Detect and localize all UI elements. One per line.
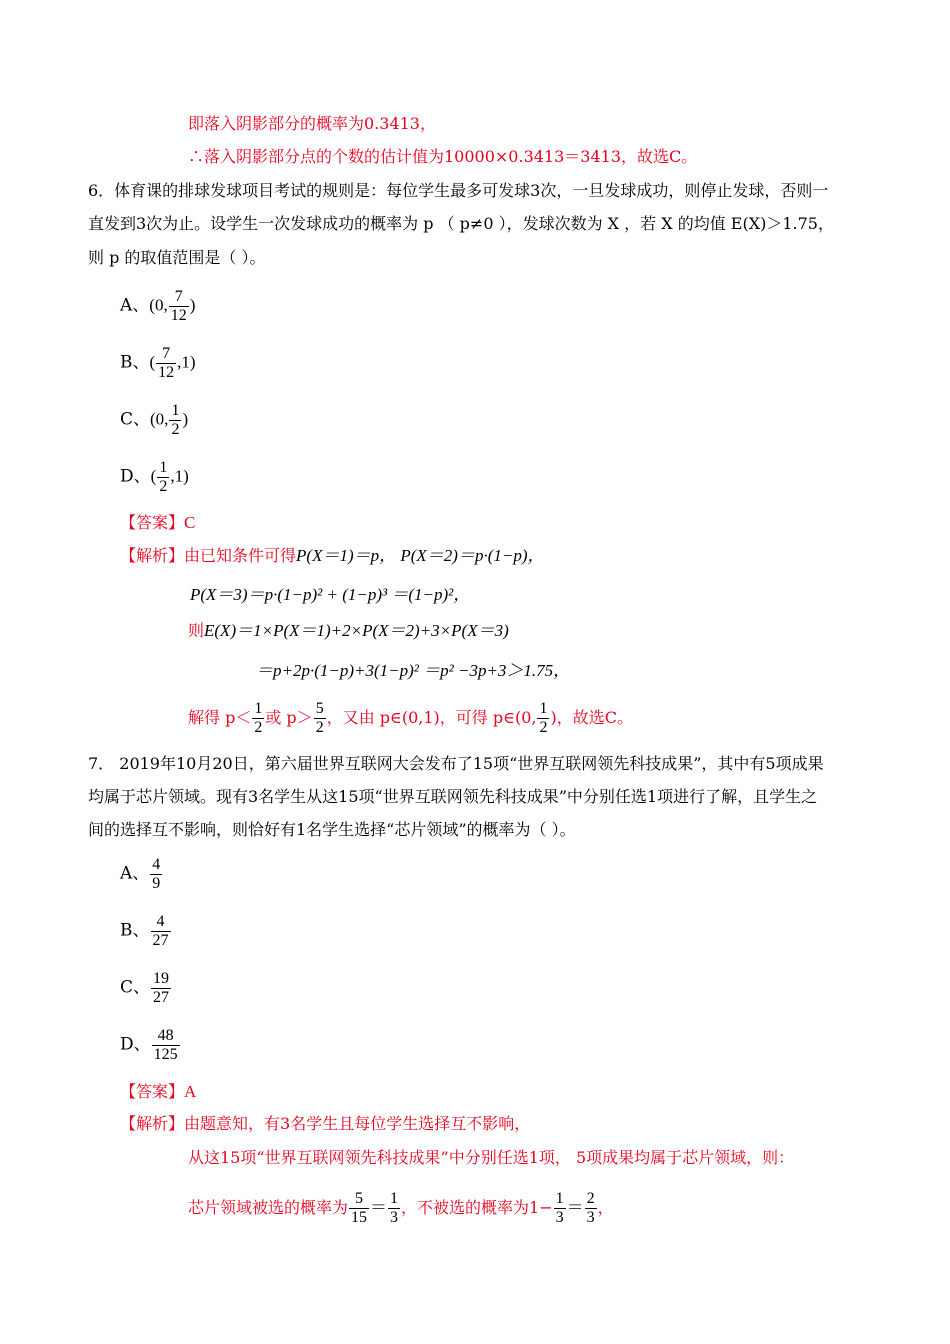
analysis-text: 由题意知，有3名学生且每位学生选择互不影响，	[184, 1114, 531, 1133]
equals-sign: ＝	[566, 1198, 584, 1217]
option-label: C、	[120, 409, 151, 430]
analysis-math: E(X)＝1×P(X＝1)+2×P(X＝2)+3×P(X＝3)	[204, 621, 509, 640]
q7-option-a	[120, 856, 163, 893]
fraction-numerator: 5	[315, 700, 324, 717]
analysis-text: 或 p＞	[265, 708, 313, 727]
fraction-denominator: 15	[351, 1209, 368, 1226]
fraction-denominator: 2	[171, 421, 180, 438]
q6-stem-line-2: 直发到3次为止。设学生一次发球成功的概率为 p （ p≠0 ），发球次数为 X ，若 X 的均值 E(X)＞1.75，	[88, 214, 834, 233]
fraction-numerator: 7	[162, 345, 171, 362]
q6-analysis-line-1	[120, 545, 545, 567]
q7-analysis-line-1	[120, 1113, 530, 1135]
fraction	[537, 700, 549, 737]
q7-analysis-line-2: 从这15项“世界互联网领先科技成果”中分别任选1项， 5项成果均属于芯片领域，则：	[188, 1148, 795, 1167]
answer-value: A	[184, 1082, 197, 1101]
fraction-numerator: 1	[254, 700, 263, 717]
fraction-denominator: 2	[159, 478, 168, 495]
option-fraction	[157, 459, 169, 496]
option-fraction	[151, 913, 171, 950]
option-label: A、	[120, 295, 150, 316]
fraction-numerator: 1	[555, 1190, 564, 1207]
option-fraction	[152, 1027, 180, 1064]
q6-analysis-line-3	[188, 620, 509, 642]
fraction	[349, 1190, 369, 1227]
q7-stem-line-2: 均属于芯片领域。现有3名学生从这15项“世界互联网领先科技成果”中分别任选1项进行了解，且学生之	[88, 787, 818, 806]
q6-option-d	[120, 459, 189, 496]
answer-tag: 【答案】	[120, 1082, 185, 1101]
analysis-text: ，	[597, 1198, 614, 1217]
fraction	[252, 700, 264, 737]
fraction-denominator: 27	[152, 932, 169, 949]
q6-option-a	[120, 288, 195, 325]
q7-option-b	[120, 913, 172, 950]
q7-analysis-line-3	[188, 1190, 614, 1227]
q6-analysis-line-4: ＝p+2p·(1−p)+3(1−p)² ＝p² −3p+3＞1.75，	[256, 661, 571, 680]
q7-stem-line-3: 间的选择互不影响，则恰好有1名学生选择“芯片领域”的概率为（ ）。	[88, 820, 576, 839]
analysis-text: 则	[188, 621, 205, 640]
option-fraction	[150, 856, 162, 893]
fraction	[585, 1190, 597, 1227]
fraction-denominator: 27	[153, 989, 170, 1006]
q6-option-c	[120, 402, 188, 439]
fraction-denominator: 3	[390, 1209, 399, 1226]
option-prefix: (	[149, 352, 156, 372]
fraction-numerator: 4	[156, 913, 165, 930]
analysis-text: 由已知条件可得	[184, 546, 297, 565]
fraction-numerator: 48	[157, 1027, 174, 1044]
option-prefix: (0,	[149, 295, 168, 315]
answer-tag: 【答案】	[120, 513, 185, 532]
option-fraction	[169, 288, 189, 325]
option-prefix: (	[150, 466, 157, 486]
analysis-text: 解得 p＜	[188, 708, 252, 727]
q7-option-c	[120, 970, 172, 1007]
fraction-denominator: 3	[555, 1209, 564, 1226]
option-label: A、	[120, 863, 150, 884]
analysis-tag: 【解析】	[120, 546, 185, 565]
analysis-text: ，又由 p∈(0,1)，可得 p∈(0,	[326, 708, 537, 727]
fraction-numerator: 1	[539, 700, 548, 717]
analysis-text: 芯片领域被选的概率为	[188, 1198, 349, 1217]
analysis-math: P(X＝1)＝p， P(X＝2)＝p·(1−p)，	[296, 546, 545, 565]
fraction-numerator: 1	[159, 459, 168, 476]
fraction-denominator: 2	[254, 719, 263, 736]
fraction-denominator: 12	[158, 364, 175, 381]
option-suffix: ,1)	[170, 466, 189, 486]
q7-stem-line-1: 7． 2019年10月20日，第六届世界互联网大会发布了15项“世界互联网领先科技成果”，其中有5项成果	[88, 754, 824, 773]
fraction-numerator: 19	[153, 970, 170, 987]
fraction-denominator: 2	[315, 719, 324, 736]
q6-stem-line-3: 则 p 的取值范围是（ ）。	[88, 248, 266, 267]
prev-solution-line-2: ∴落入阴影部分点的个数的估计值为10000×0.3413＝3413，故选C。	[188, 147, 698, 166]
fraction	[388, 1190, 400, 1227]
fraction-numerator: 4	[152, 856, 161, 873]
option-label: D、	[120, 1034, 151, 1055]
option-fraction	[151, 970, 171, 1007]
q7-option-d	[120, 1027, 181, 1064]
q6-stem-line-1: 6．体育课的排球发球项目考试的规则是：每位学生最多可发球3次，一旦发球成功，则停止发球，否则一	[88, 181, 829, 200]
q7-answer	[120, 1081, 196, 1103]
prev-solution-line-1: 即落入阴影部分的概率为0.3413，	[188, 114, 436, 133]
answer-value: C	[184, 513, 196, 532]
option-label: B、	[120, 920, 150, 941]
q6-analysis-line-2: P(X＝3)＝p·(1−p)² + (1−p)³ ＝(1−p)²，	[190, 585, 471, 604]
equals-sign: ＝	[370, 1198, 388, 1217]
analysis-text: )，故选C。	[550, 708, 633, 727]
option-prefix: (0,	[150, 409, 169, 429]
analysis-text: ，不被选的概率为1−	[401, 1198, 553, 1217]
fraction-numerator: 1	[171, 402, 180, 419]
fraction-denominator: 12	[170, 307, 187, 324]
option-suffix: ,1)	[177, 352, 196, 372]
fraction-denominator: 3	[586, 1209, 595, 1226]
option-label: D、	[120, 466, 151, 487]
option-fraction	[156, 345, 176, 382]
option-label: C、	[120, 977, 151, 998]
fraction-numerator: 1	[390, 1190, 399, 1207]
fraction	[314, 700, 326, 737]
fraction-denominator: 2	[539, 719, 548, 736]
fraction-numerator: 5	[355, 1190, 364, 1207]
option-label: B、	[120, 352, 150, 373]
q6-analysis-line-5	[188, 700, 633, 737]
fraction-denominator: 125	[153, 1046, 178, 1063]
fraction-denominator: 9	[152, 875, 161, 892]
option-suffix: )	[189, 295, 196, 315]
q6-option-b	[120, 345, 196, 382]
analysis-tag: 【解析】	[120, 1114, 185, 1133]
fraction-numerator: 7	[174, 288, 183, 305]
q6-answer	[120, 512, 195, 534]
fraction	[554, 1190, 566, 1227]
option-fraction	[169, 402, 181, 439]
option-suffix: )	[182, 409, 189, 429]
fraction-numerator: 2	[586, 1190, 595, 1207]
